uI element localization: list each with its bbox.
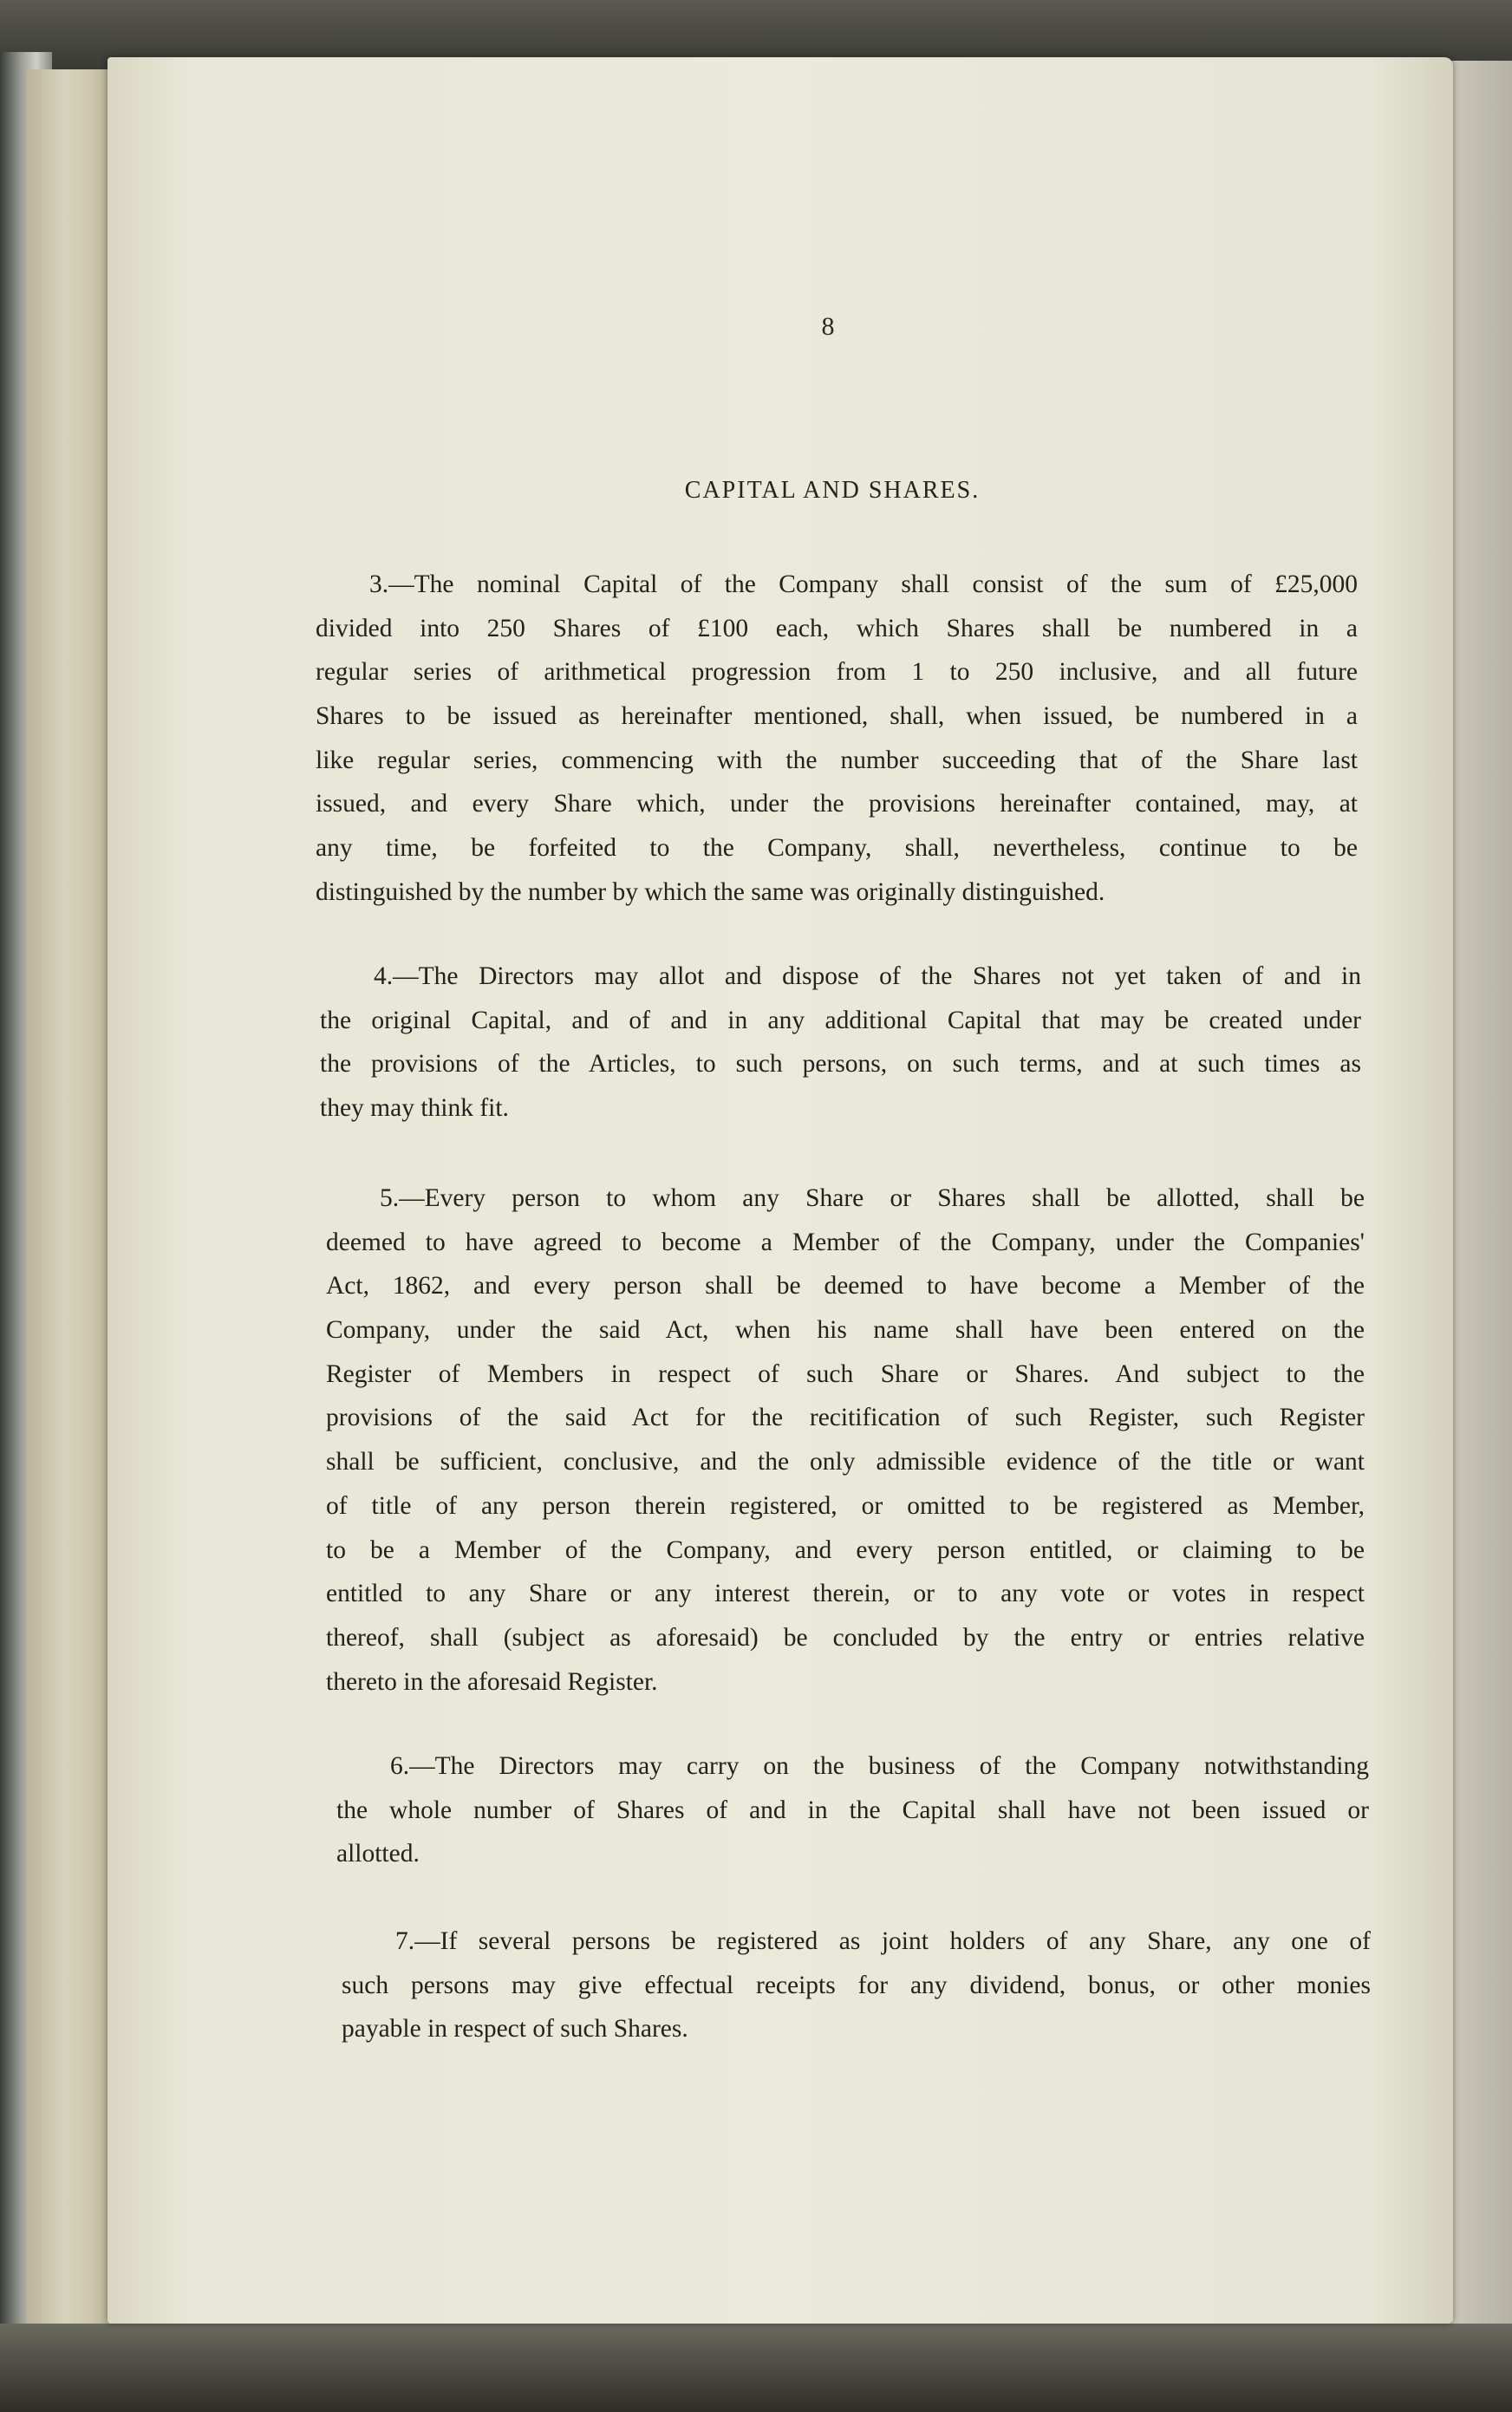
text-line: entitled to any Share or any interest therein, or to any vote or votes in respect (326, 1580, 1365, 1608)
text-line: distinguished by the number by which the same was originally distinguished. (316, 877, 1105, 906)
text-line: Act, 1862, and every person shall be deemed to have become a Member of the (326, 1272, 1365, 1301)
text-line: the whole number of Shares of and in the Capital shall have not been issued or (336, 1796, 1369, 1824)
text-line: deemed to have agreed to become a Member of the Company, under the Companies' (326, 1228, 1365, 1256)
text-line: 3.—The nominal Capital of the Company shall consist of the sum of £25,000 (369, 570, 1358, 598)
text-line: Register of Members in respect of such Share or Shares. And subject to the (326, 1359, 1365, 1388)
text-line: like regular series, commencing with the number succeeding that of the Share last (316, 746, 1358, 774)
article-3 (316, 563, 1358, 915)
text-line: payable in respect of such Shares. (342, 2015, 688, 2044)
text-line: allotted. (336, 1840, 420, 1868)
text-line: shall be sufficient, conclusive, and the only admissible evidence of the title or want (326, 1448, 1365, 1477)
text-line: 6.—The Directors may carry on the business of the Company notwithstanding (390, 1752, 1369, 1780)
text-line: thereof, shall (subject as aforesaid) be concluded by the entry or entries relative (326, 1623, 1365, 1652)
text-line: any time, be forfeited to the Company, shall, nevertheless, continue to be (316, 834, 1358, 863)
text-line: divided into 250 Shares of £100 each, which Shares shall be numbered in a (316, 614, 1358, 642)
text-line: thereto in the aforesaid Register. (326, 1667, 658, 1696)
text-line: the original Capital, and of and in any additional Capital that may be created under (320, 1006, 1361, 1034)
text-line: they may think fit. (320, 1094, 509, 1123)
text-line: to be a Member of the Company, and every person entitled, or claiming to be (326, 1535, 1365, 1564)
text-line: issued, and every Share which, under the provisions hereinafter contained, may, at (316, 790, 1358, 818)
scan-bottom-edge (0, 2324, 1512, 2412)
article-7 (342, 1920, 1371, 2051)
text-line: Company, under the said Act, when his name shall have been entered on the (326, 1316, 1365, 1345)
page-number: 8 (821, 312, 835, 341)
text-line: regular series of arithmetical progression from 1 to 250 inclusive, and all future (316, 658, 1358, 687)
text-line: of title of any person therein registered, or omitted to be registered as Member, (326, 1491, 1365, 1520)
section-heading: CAPITAL AND SHARES. (684, 477, 981, 504)
text-line: provisions of the said Act for the recitification of such Register, such Register (326, 1404, 1365, 1432)
text-line: such persons may give effectual receipts for any dividend, bonus, or other monies (342, 1971, 1371, 1999)
article-5 (326, 1177, 1365, 1704)
article-6 (336, 1744, 1369, 1876)
text-line: 7.—If several persons be registered as joint holders of any Share, any one of (395, 1927, 1371, 1955)
article-4 (320, 955, 1361, 1131)
text-line: the provisions of the Articles, to such persons, on such terms, and at such times as (320, 1050, 1361, 1079)
text-line: 4.—The Directors may allot and dispose of the Shares not yet taken of and in (374, 962, 1361, 990)
text-line: 5.—Every person to whom any Share or Shares shall be allotted, shall be (380, 1184, 1365, 1212)
text-line: Shares to be issued as hereinafter mentioned, shall, when issued, be numbered in a (316, 702, 1358, 731)
